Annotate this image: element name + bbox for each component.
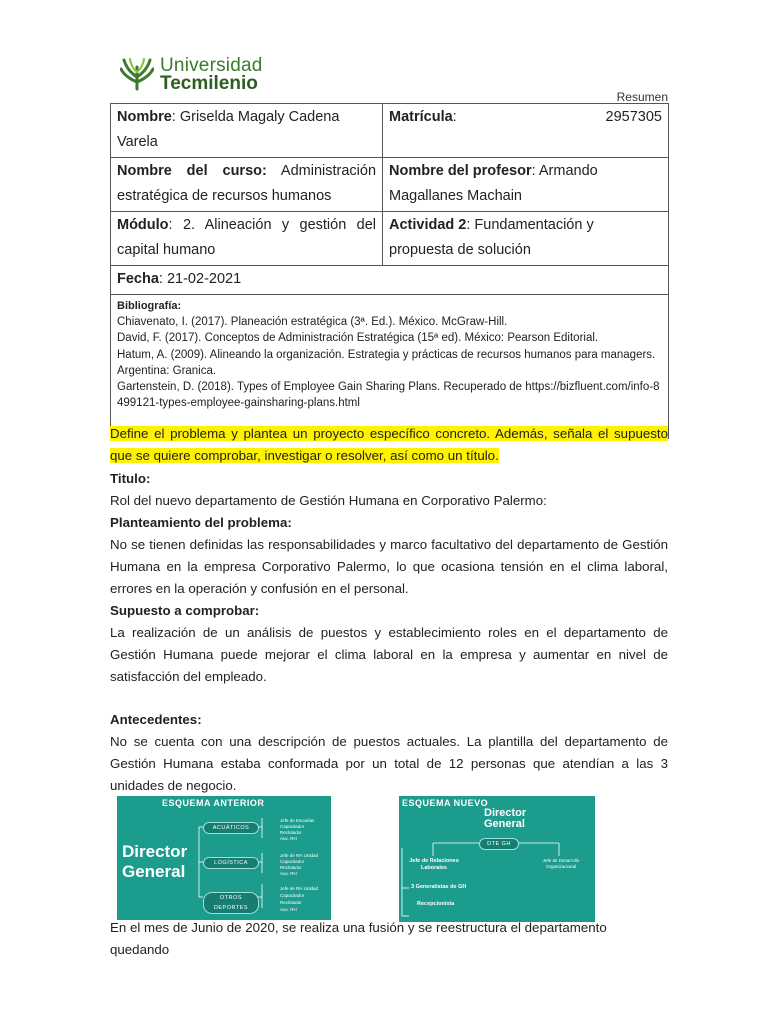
group-pill: ACUÁTICOS [203, 822, 259, 834]
actividad-value: : Fundamentación y propuesta de solución [389, 217, 594, 258]
nombre-cell [111, 104, 383, 158]
role-label: Aux. RH [280, 836, 297, 841]
scheme-new-director [484, 808, 526, 830]
scheme-old-director [122, 842, 187, 882]
group-pill: OTROS DEPORTES [203, 892, 259, 914]
table-row [111, 158, 669, 212]
role-label: Capacitador [280, 824, 305, 829]
scheme-old-title: ESQUEMA ANTERIOR [162, 798, 265, 808]
role-label: Reclutador [280, 900, 302, 905]
supuesto-heading: Supuesto a comprobar: [110, 603, 260, 618]
matricula-cell [383, 104, 669, 158]
fecha-value: : 21-02-2021 [158, 271, 242, 287]
reference-item: David, F. (2017). Conceptos de Administración Estratégica (15ª ed). México: Pearson Editorial. [117, 332, 599, 345]
role-label: Reclutador [280, 830, 302, 835]
problema-heading: Planteamiento del problema: [110, 515, 292, 530]
supuesto-text: La realización de un análisis de puestos y establecimiento roles en el departamento de Gestión Humana puede mejorar el clima laboral en la empresa y aumentar en nivel de satisfacción del empleado. [110, 625, 668, 684]
matricula-label: Matrícula [389, 109, 453, 125]
bibliografia-title: Bibliografía: [117, 300, 182, 312]
profesor-value: : Armando Magallanes Machain [389, 163, 598, 204]
role-label: Capacitador [280, 893, 305, 898]
director-line1: Director [122, 842, 188, 861]
logo-text-tecmilenio: Tecmilenio [160, 73, 258, 94]
reference-item: Hatum, A. (2009). Alineando la organización. Estrategia y prácticas de recursos humanos para managers. Argentina: Granica. [117, 348, 656, 377]
role-label: Jefe de Escuelas [280, 818, 315, 823]
nombre-value: : Griselda Magaly Cadena Varela [117, 109, 340, 150]
profesor-cell [383, 158, 669, 212]
instruction-paragraph [110, 423, 668, 467]
fecha-cell [111, 266, 669, 295]
curso-value: Administración estratégica de recursos humanos [117, 163, 377, 204]
table-row [111, 104, 669, 158]
modulo-value: : 2. Alineación y gestión del capital humano [117, 217, 376, 258]
antecedentes-text: No se cuenta con una descripción de puestos actuales. La plantilla del departamento de Gestión Humana estaba conformada por un total de 12 personas que atendían a las 3 unidades de negocio. [110, 734, 668, 793]
dte-gh-pill: DTE GH [479, 838, 519, 850]
logo-text-universidad: Universidad [160, 55, 263, 76]
nombre-label: Nombre [117, 109, 172, 125]
director-line2: General [484, 818, 525, 830]
closing-text: En el mes de Junio de 2020, se realiza una fusión y se reestructura el departamento quedando [110, 920, 607, 957]
titulo-heading: Titulo: [110, 471, 151, 486]
problema-text: No se tienen definidas las responsabilidades y marco facultativo del departamento de Gestión Humana en la empresa Corporativo Palermo, lo que ocasiona tensión en el clima laboral, errores en la operación y confusión en el personal. [110, 537, 668, 596]
bibliografia-cell [111, 295, 669, 439]
instruction-highlight: Define el problema y plantea un proyecto específico concreto. Además, señala el supuesto que se quiere comprobar, investigar o resolver, así como un título. [110, 426, 668, 463]
actividad-label: Actividad 2 [389, 217, 467, 233]
director-line1: Director [484, 807, 527, 819]
fecha-label: Fecha [117, 271, 159, 287]
student-info-table [110, 103, 669, 439]
modulo-label: Módulo [117, 217, 169, 233]
doc-label: Resumen [616, 90, 668, 104]
table-row [111, 295, 669, 439]
bibliografia-list [117, 314, 662, 412]
curso-label: Nombre del curso: [117, 163, 267, 179]
scheme-new-title: ESQUEMA NUEVO [402, 798, 489, 808]
curso-cell [111, 158, 383, 212]
matricula-value: 2957305 [605, 109, 662, 125]
actividad-cell [383, 212, 669, 266]
director-line2: General [122, 862, 186, 881]
tecmilenio-logo [120, 55, 270, 97]
role-label: Jefe de RH Unidad [280, 886, 319, 891]
antecedentes-heading: Antecedentes: [110, 712, 202, 727]
role-label: Reclutador [280, 865, 302, 870]
recepcionista-role: Recepcionista [417, 901, 455, 907]
left-role: Jefe de Relaciones Laborales [409, 858, 459, 871]
reference-item: Gartenstein, D. (2018). Types of Employee Gain Sharing Plans. Recuperado de https://bizfluent.com/info-8499121-types-employee-gainsharing-plans.html [117, 381, 660, 410]
role-label: Jefe de RH Unidad [280, 853, 319, 858]
role-label: Aux. RH [280, 907, 297, 912]
matricula-row [389, 105, 662, 130]
matricula-sep: : [452, 109, 457, 125]
group-pill: LOGÍSTICA [203, 857, 259, 869]
table-row [111, 266, 669, 295]
reference-item: Chiavenato, I. (2017). Planeación estratégica (3ª. Ed.). México. McGraw-Hill. [117, 316, 508, 328]
scheme-new-diagram [399, 796, 595, 922]
titulo-text: Rol del nuevo departamento de Gestión Humana en Corporativo Palermo: [110, 493, 547, 508]
right-role: Jefe de Desarrollo Organizacional [542, 858, 580, 869]
generalistas-role: 3 Generalistas de GH [411, 884, 467, 890]
role-label: Capacitador [280, 859, 305, 864]
scheme-old-diagram [117, 796, 331, 920]
modulo-cell [111, 212, 383, 266]
table-row [111, 212, 669, 266]
role-label: Aux. RH [280, 871, 297, 876]
profesor-label: Nombre del profesor [389, 163, 532, 179]
tecmilenio-leaf-icon [120, 57, 154, 91]
